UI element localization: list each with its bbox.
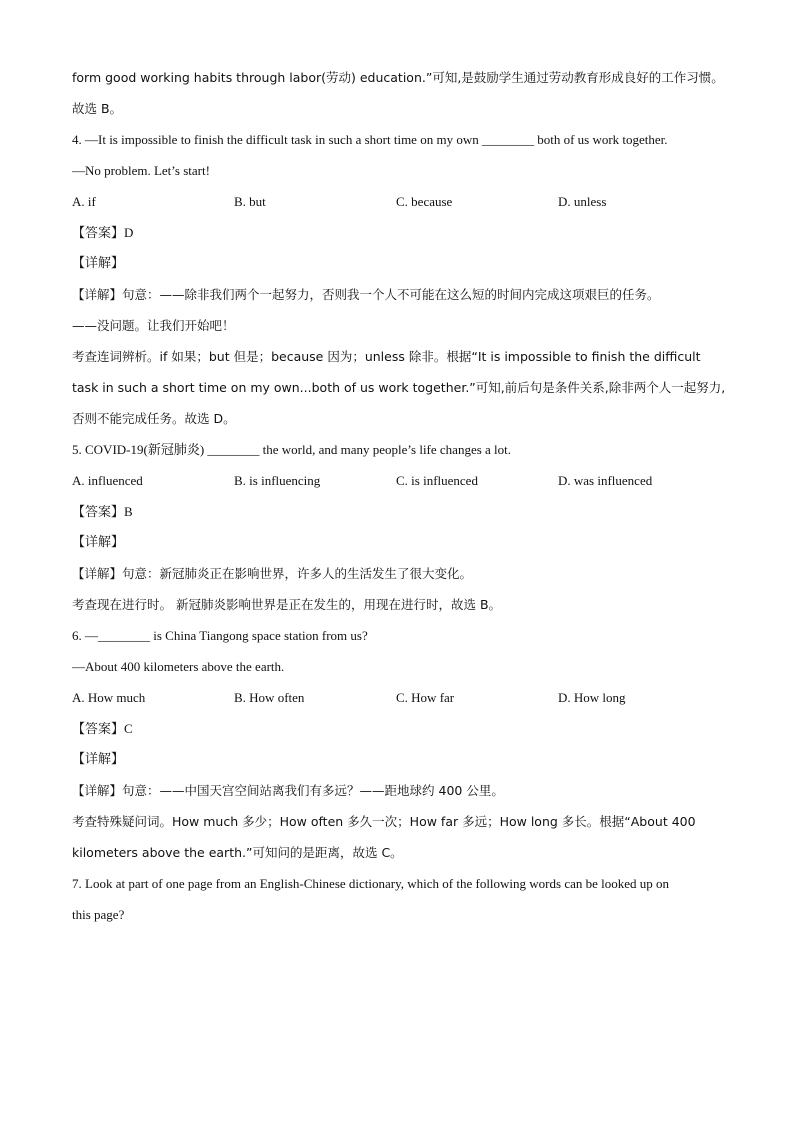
q5-answer [72,496,727,527]
answer-tag: 【答案】 [72,505,125,520]
q6-detail-line-1 [72,775,727,806]
q6-detail-line-2: 考查特殊疑问词。How much 多少；How often 多久一次；How far 多远；How long 多长。根据“About 400 [72,814,696,829]
q6-detail-heading: 【详解】 [72,752,125,767]
detail-text: 句意：——中国天宫空间站离我们有多远？——距地球约 400 公里。 [122,783,504,798]
q6-detail-line-3: kilometers above the earth.”可知问的是距离，故选 C。 [72,845,403,860]
answer-tag: 【答案】 [72,226,125,241]
q5-detail-heading: 【详解】 [72,535,125,550]
q4-option-d: D. unless [558,194,607,209]
q5-option-c: C. is influenced [396,473,478,488]
q4-options [72,186,727,217]
q4-reply: —No problem. Let’s start! [72,163,210,178]
q4-detail-line-2: ——没问题。让我们开始吧！ [72,318,235,333]
q6-option-d: D. How long [558,690,626,705]
q6-answer [72,713,727,744]
q6-option-b: B. How often [234,690,305,705]
q7-question-line-2: this page? [72,907,125,922]
q6-option-a: A. How much [72,690,146,705]
q5-options [72,465,727,496]
q4-detail-heading: 【详解】 [72,256,125,271]
answer-value: B [124,504,133,519]
detail-text: 句意：——除非我们两个一起努力，否则我一个人不可能在这么短的时间内完成这项艰巨的任务。 [122,287,660,302]
q4-question: 4. —It is impossible to finish the difficult task in such a short time on my own ________ both of us work together. [72,132,668,147]
q5-option-b: B. is influencing [234,473,321,488]
q5-detail-line-2: 考查现在进行时。 新冠肺炎影响世界是正在发生的，用现在进行时，故选 B。 [72,597,502,612]
document-page [72,62,727,930]
answer-value: C [124,721,133,736]
detail-tag: 【详解】 [72,783,123,798]
q5-question: 5. COVID-19(新冠肺炎) ________ the world, and many people’s life changes a lot. [72,442,512,457]
q7-question-line-1: 7. Look at part of one page from an English-Chinese dictionary, which of the following words can be looked up on [72,876,670,891]
q6-option-c: C. How far [396,690,455,705]
q4-option-c: C. because [396,194,453,209]
intro-line-2: 故选 B。 [72,101,123,116]
q5-option-a: A. influenced [72,473,143,488]
q4-detail-line-1 [72,279,727,310]
detail-text: 句意：新冠肺炎正在影响世界，许多人的生活发生了很大变化。 [122,566,473,581]
q6-reply: —About 400 kilometers above the earth. [72,659,285,674]
detail-tag: 【详解】 [72,287,123,302]
q4-answer [72,217,727,248]
intro-line-1: form good working habits through labor(劳动) education.”可知,是鼓励学生通过劳动教育形成良好的工作习惯。 [72,70,724,85]
q4-option-b: B. but [234,194,266,209]
q5-detail-line-1 [72,558,727,589]
q4-detail-line-3: 考查连词辨析。if 如果；but 但是；because 因为；unless 除非。根据“It is impossible to finish the difficult [72,349,701,364]
answer-tag: 【答案】 [72,722,125,737]
q4-detail-line-4: task in such a short time on my own...both of us work together.”可知,前后句是条件关系,除非两个人一起努力, [72,380,726,395]
q5-option-d: D. was influenced [558,473,653,488]
detail-tag: 【详解】 [72,566,123,581]
answer-value: D [124,225,134,240]
q4-detail-line-5: 否则不能完成任务。故选 D。 [72,411,236,426]
q6-question: 6. —________ is China Tiangong space station from us? [72,628,368,643]
q6-options [72,682,727,713]
q4-option-a: A. if [72,194,96,209]
